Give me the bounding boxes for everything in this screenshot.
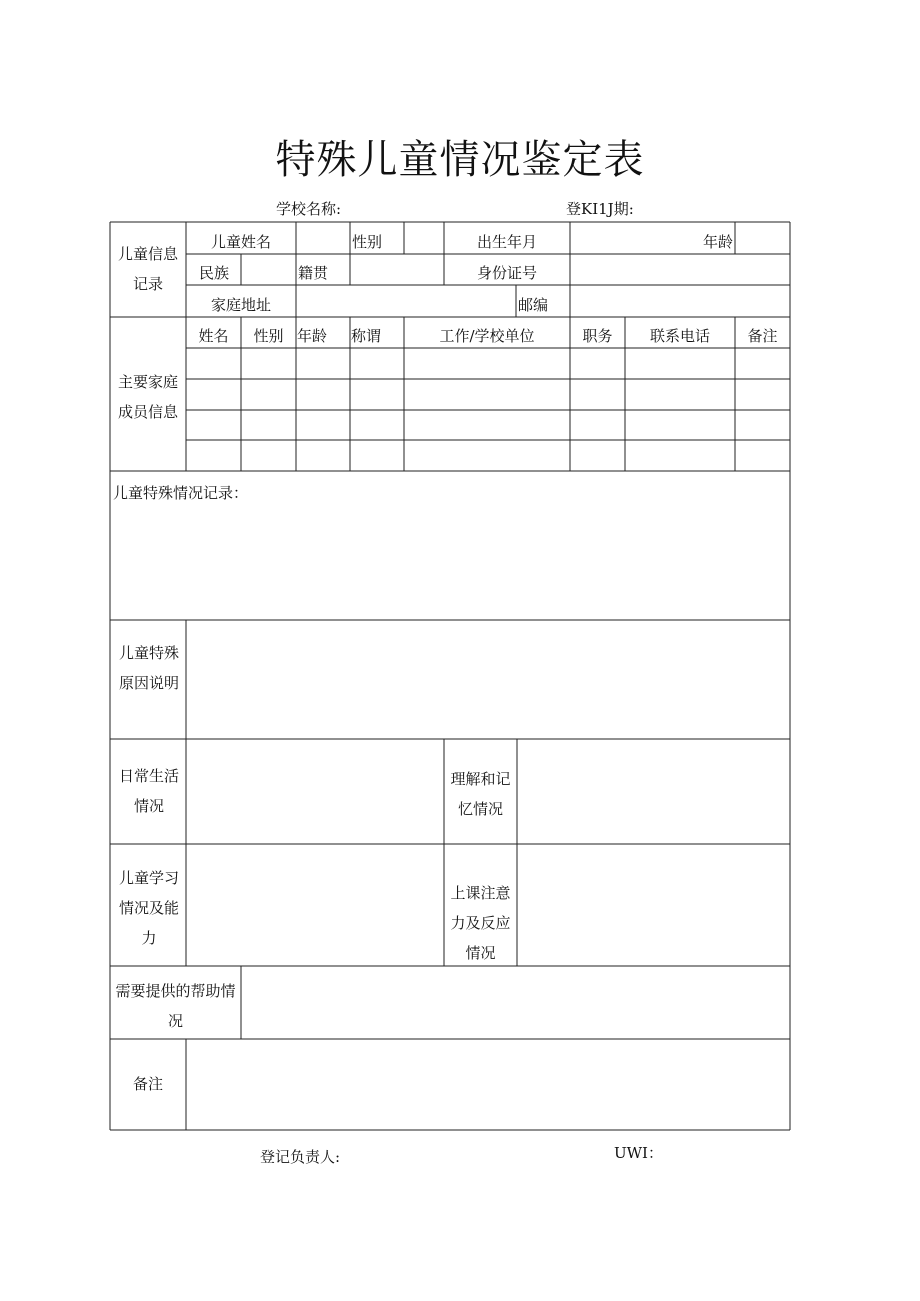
special-reason-label: 儿童特殊原因说明 [118,644,179,692]
postcode-label: 邮编 [518,296,549,314]
attention-label: 上课注意力及反应情况 [450,884,511,962]
family-col-phone: 联系电话 [649,327,710,345]
registrar-label: 登记负责人: [260,1148,341,1166]
help-needed-label: 需要提供的帮助情况 [115,982,236,1030]
child-info-section-label: 儿童信息记录 [117,245,178,293]
remarks-label: 备注 [132,1075,163,1093]
id-number-label: 身份证号 [476,264,537,282]
family-col-gender: 性别 [253,327,284,345]
child-name-label: 儿童姓名 [210,233,271,251]
family-col-position: 职务 [582,327,613,345]
birth-date-label: 出生年月 [476,233,537,251]
family-col-name: 姓名 [198,327,229,345]
ethnicity-label: 民族 [199,264,230,282]
family-col-age: 年龄 [297,327,328,345]
age-label: 年龄 [702,233,733,251]
family-col-relation: 称谓 [351,327,382,345]
native-place-label: 籍贯 [298,264,329,282]
family-section-label: 主要家庭成员信息 [117,373,178,421]
special-record-label: 儿童特殊情况记录： [113,484,249,502]
gender-label: 性别 [352,233,383,251]
family-col-workplace: 工作/学校单位 [439,327,535,345]
page-title: 特殊儿童情况鉴定表 [275,137,645,183]
home-address-label: 家庭地址 [210,296,271,314]
school-name-label: 学校名称: [276,200,342,218]
learning-ability-label: 儿童学习情况及能力 [118,869,179,947]
footer-right-label: UWI： [614,1144,663,1162]
daily-life-label: 日常生活情况 [118,767,179,815]
registration-date-label: 登KI1J期: [566,200,634,218]
memory-label: 理解和记忆情况 [450,770,511,818]
family-col-remarks: 备注 [747,327,778,345]
